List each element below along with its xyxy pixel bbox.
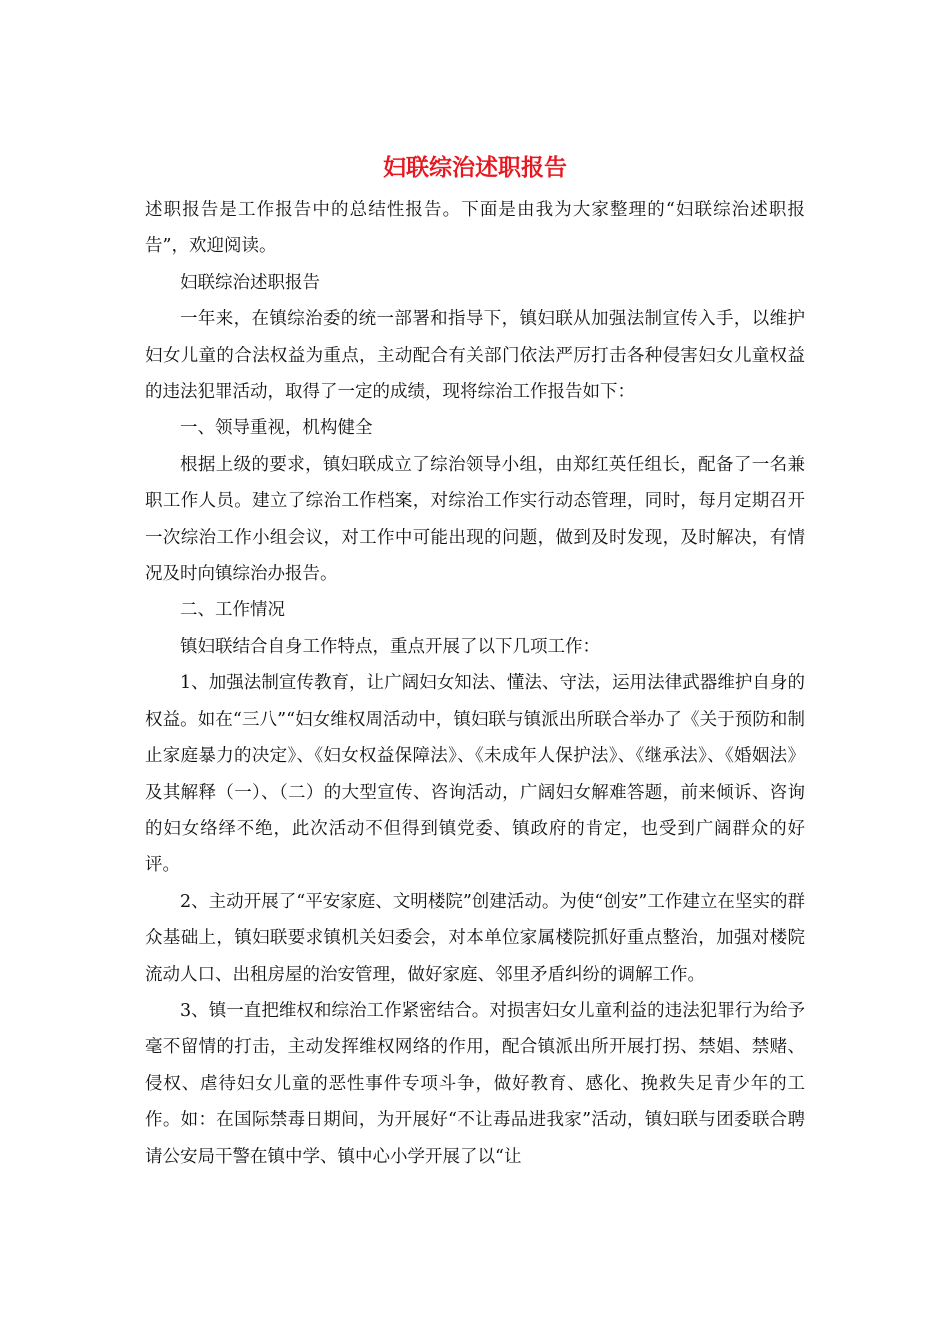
paragraph-opening: 一年来，在镇综治委的统一部署和指导下，镇妇联从加强法制宣传入手，以维护妇女儿童的合法权益为重点，主动配合有关部门依法严厉打击各种侵害妇女儿童权益的违法犯罪活动，取得了一定的成绩，现将综治工作报告如下： <box>145 309 805 403</box>
section-heading-work: 二、工作情况 <box>180 600 285 621</box>
paragraph-intro: 述职报告是工作报告中的总结性报告。下面是由我为大家整理的“妇联综治述职报告”，欢迎阅读。 <box>145 200 805 257</box>
section-heading-leadership: 一、领导重视，机构健全 <box>180 418 373 439</box>
document-title: 妇联综治述职报告 <box>383 154 567 181</box>
paragraph-item-3: 3、镇一直把维权和综治工作紧密结合。对损害妇女儿童利益的违法犯罪行为给予毫不留情的打击，主动发挥维权网络的作用，配合镇派出所开展打拐、禁娼、禁赌、侵权、虐待妇女儿童的恶性事件专项斗争，做好教育、感化、挽救失足青少年的工作。如：在国际禁毒日期间，为开展好“不让毒品进我家”活动，镇妇联与团委联合聘请公安局干警在镇中学、镇中心小学开展了以“让 <box>145 1000 805 1167</box>
paragraph-work-intro: 镇妇联结合自身工作特点，重点开展了以下几项工作： <box>180 636 600 657</box>
document-body <box>145 192 805 1175</box>
paragraph-leadership: 根据上级的要求，镇妇联成立了综治领导小组，由郑红英任组长，配备了一名兼职工作人员。建立了综治工作档案，对综治工作实行动态管理，同时，每月定期召开一次综治工作小组会议，对工作中可能出现的问题，做到及时发现，及时解决，有情况及时向镇综治办报告。 <box>145 454 805 585</box>
paragraph-item-2: 2、主动开展了“平安家庭、文明楼院”创建活动。为使“创安”工作建立在坚实的群众基础上，镇妇联要求镇机关妇委会，对本单位家属楼院抓好重点整治，加强对楼院流动人口、出租房屋的治安管理，做好家庭、邻里矛盾纠纷的调解工作。 <box>145 891 805 985</box>
paragraph-subtitle: 妇联综治述职报告 <box>180 272 320 293</box>
paragraph-item-1: 1、加强法制宣传教育，让广阔妇女知法、懂法、守法，运用法律武器维护自身的权益。如在“三八”“妇女维权周活动中，镇妇联与镇派出所联合举办了《关于预防和制止家庭暴力的决定》、《妇女权益保障法》、《未成年人保护法》、《继承法》、《婚姻法》及其解释（一）、（二）的大型宣传、咨询活动，广阔妇女解难答题，前来倾诉、咨询的妇女络绎不绝，此次活动不但得到镇党委、镇政府的肯定，也受到广阔群众的好评。 <box>145 673 805 876</box>
